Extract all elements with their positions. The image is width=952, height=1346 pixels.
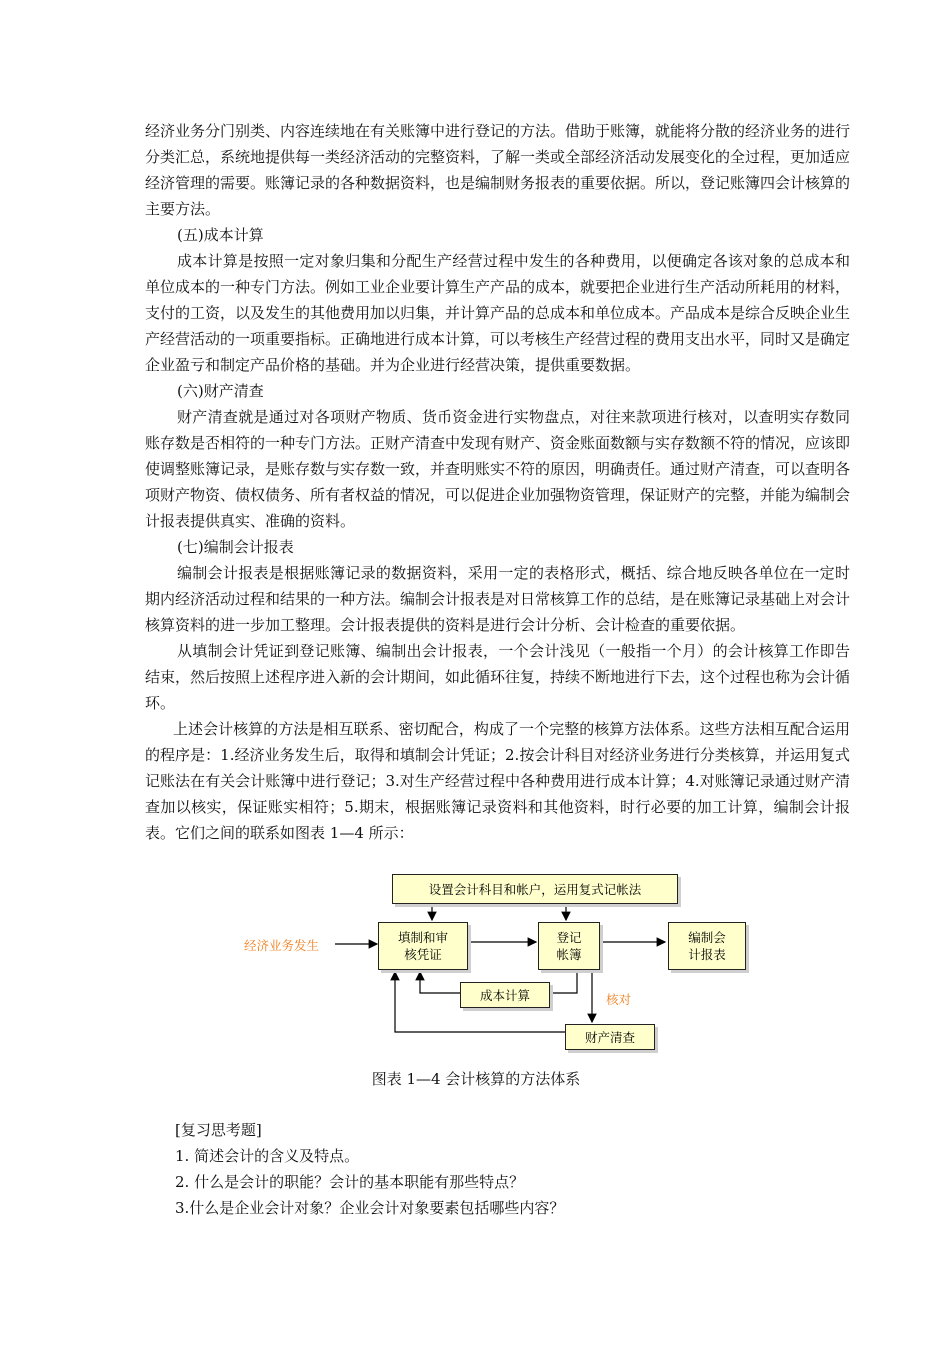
report-box (668, 922, 746, 970)
paragraph: 从填制会计凭证到登记账簿、编制出会计报表，一个会计浅见（一般指一个月）的会计核算工作即告结束，然后按照上述程序进入新的会计期间，如此循环往复，持续不断地进行下去，这个过程也称为会计循环。 (145, 642, 851, 712)
voucher-label-2: 核凭证 (404, 947, 442, 962)
arrow-cost-to-fill (420, 972, 460, 993)
section-heading: (七)编制会计报表 (177, 538, 294, 556)
section-heading: (六)财产清查 (177, 382, 264, 400)
inventory-label: 财产清查 (584, 1029, 635, 1045)
account-setup-box (392, 874, 678, 904)
report-label-1: 编制会 (688, 930, 726, 945)
cost-calc-label: 成本计算 (479, 987, 530, 1003)
paragraph: 成本计算是按照一定对象归集和分配生产经营过程中发生的各种费用，以便确定各该对象的总成本和单位成本的一种专门方法。例如工业企业要计算生产产品的成本，就要把企业进行生产活动所耗用的材料，支付的工资，以及发生的其他费用加以归集，并计算产品的总成本和单位成本。产品成本是综合反映企业生产经营活动的一项重要指标。正确地进行成本计算，可以考核生产经营过程的费用支出水平，同时又是确定企业盈亏和制定产品价格的基础。并为企业进行经营决策，提供重要数据。 (145, 252, 851, 374)
paragraph: 上述会计核算的方法是相互联系、密切配合，构成了一个完整的核算方法体系。这些方法相互配合运用的程序是：1.经济业务发生后，取得和填制会计凭证；2.按会计科目对经济业务进行分类核算，并运用复式记账法在有关会计账簿中进行登记；3.对生产经营过程中各种费用进行成本计算；4.对账簿记录通过财产清查加以核实，保证账实相符；5.期末，根据账簿记录资料和其他资料，时行必要的加工计算，编制会计报表。它们之间的联系如图表 1—4 所示： (145, 720, 850, 842)
section-heading: (五)成本计算 (177, 226, 264, 244)
report-label-2: 计报表 (688, 947, 726, 962)
paragraph: 编制会计报表是根据账簿记录的数据资料，采用一定的表格形式，概括、综合地反映各单位在一定时期内经济活动过程和结果的一种方法。编制会计报表是对日常核算工作的总结，是在账簿记录基础上对会计核算资料的进一步加工整理。会计报表提供的资料是进行会计分析、会计检查的重要依据。 (145, 564, 851, 634)
inventory-box (565, 1024, 655, 1050)
ledger-label-1: 登记 (556, 930, 582, 945)
review-title: [复习思考题] (175, 1121, 262, 1139)
paragraph: 财产清查就是通过对各项财产物质、货币资金进行实物盘点，对往来款项进行核对，以查明实存数同账存数是否相符的一种专门方法。正财产清查中发现有财产、资金账面数额与实存数额不符的情况，应该即使调整账簿记录，是账存数与实存数一致，并查明账实不符的原因，明确责任。通过财产清查，可以查明各项财产物资、债权债务、所有者权益的情况，可以促进企业加强物资管理，保证财产的完整，并能为编制会计报表提供真实、准确的资料。 (145, 408, 851, 530)
start-label: 经济业务发生 (244, 938, 320, 953)
review-questions (175, 1117, 775, 1221)
check-label: 核对 (606, 992, 632, 1007)
account-setup-label: 设置会计科目和帐户，运用复式记帐法 (428, 881, 642, 897)
review-question: 2. 什么是会计的职能？会计的基本职能有那些特点？ (175, 1173, 525, 1191)
voucher-box (378, 922, 468, 970)
ledger-box (538, 922, 600, 970)
cost-calc-box (460, 982, 550, 1008)
line-ledger-to-cost (550, 968, 577, 993)
ledger-label-2: 帐簿 (556, 947, 582, 962)
review-question: 3.什么是企业会计对象？企业会计对象要素包括哪些内容？ (175, 1199, 565, 1217)
review-question: 1. 简述会计的含义及特点。 (175, 1147, 360, 1165)
method-system-diagram (240, 872, 760, 1056)
figure-caption: 图表 1—4 会计核算的方法体系 (371, 1070, 581, 1088)
body-text (145, 118, 850, 846)
voucher-label-1: 填制和审 (397, 930, 448, 945)
paragraph: 经济业务分门别类、内容连续地在有关账簿中进行登记的方法。借助于账簿，就能将分散的经济业务的进行分类汇总，系统地提供每一类经济活动的完整资料，了解一类或全部经济活动发展变化的全过程，更加适应经济管理的需要。账簿记录的各种数据资料，也是编制财务报表的重要依据。所以，登记账簿四会计核算的主要方法。 (145, 122, 851, 218)
